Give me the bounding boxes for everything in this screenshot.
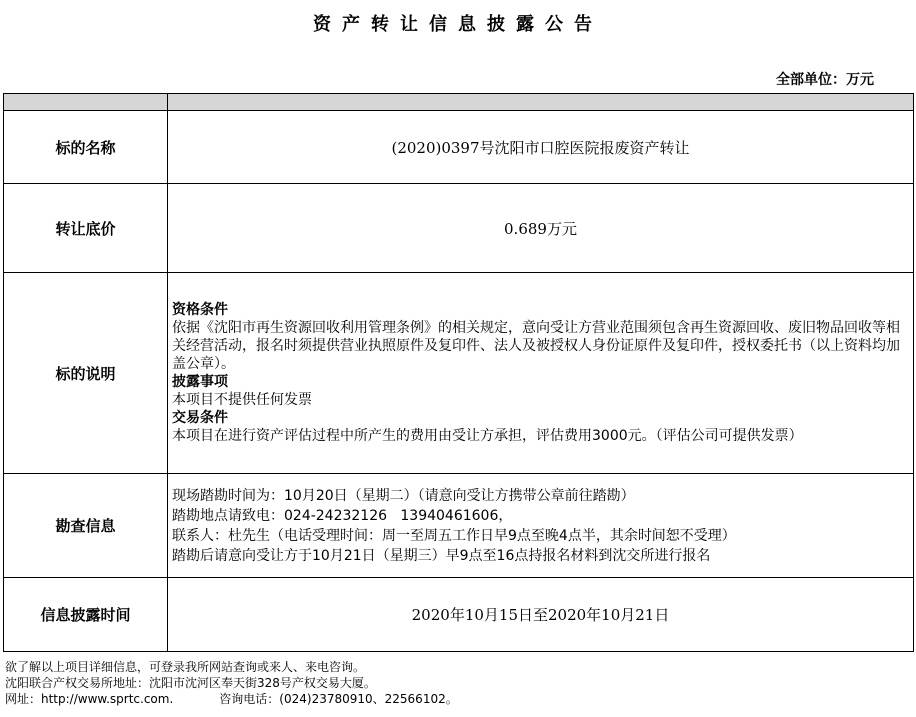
row-survey-label: 勘查信息 <box>4 474 168 578</box>
disclosure-heading: 披露事项 <box>172 373 228 390</box>
footer-line3 <box>5 691 458 707</box>
unit-label: 全部单位：万元 <box>776 72 874 88</box>
survey-contact: 联系人：杜先生（电话受理时间：周一至周五工作日早9点至晚4点半，其余时间恕不受理） <box>172 527 736 544</box>
row-name-value: (2020)0397号沈阳市口腔医院报废资产转让 <box>168 111 914 184</box>
row-period-value: 2020年10月15日至2020年10月21日 <box>168 578 914 652</box>
survey-phone: 踏勘地点请致电：024-24232126 13940461606， <box>172 507 513 524</box>
row-description-value <box>168 273 914 474</box>
survey-time: 现场踏勘时间为：10月20日（星期二）（请意向受让方携带公章前往踏勘） <box>172 487 635 504</box>
info-table <box>3 93 914 652</box>
row-description <box>4 273 914 474</box>
footer-phone: 咨询电话：(024)23780910、22566102。 <box>219 692 458 706</box>
row-period <box>4 578 914 652</box>
footer-line2: 沈阳联合产权交易所地址：沈阳市沈河区奉天街328号产权交易大厦。 <box>5 676 376 690</box>
row-description-label: 标的说明 <box>4 273 168 474</box>
row-price-label: 转让底价 <box>4 184 168 273</box>
row-price-value: 0.689万元 <box>168 184 914 273</box>
footer-line1: 欲了解以上项目详细信息，可登录我所网站查询或来人、来电咨询。 <box>5 660 366 674</box>
row-survey <box>4 474 914 578</box>
row-price <box>4 184 914 273</box>
row-survey-value <box>168 474 914 578</box>
header-cell-left <box>4 94 168 111</box>
survey-registration: 踏勘后请意向受让方于10月21日（星期三）早9点至16点持报名材料到沈交所进行报名 <box>172 547 711 564</box>
qualification-heading: 资格条件 <box>172 301 228 318</box>
row-period-label: 信息披露时间 <box>4 578 168 652</box>
table-header-row <box>4 94 914 111</box>
row-name-label: 标的名称 <box>4 111 168 184</box>
qualification-text: 依据《沈阳市再生资源回收利用管理条例》的相关规定，意向受让方营业范围须包含再生资源回收、废旧物品回收等相关经营活动，报名时须提供营业执照原件及复印件、法人及被授权人身份证原件及复印件，授权委托书（以上资料均加盖公章）。 <box>172 319 900 372</box>
page-title: 资产转让信息披露公告 <box>313 14 603 35</box>
footer-website[interactable]: 网址：http://www.sprtc.com. <box>5 692 174 706</box>
trade-text: 本项目在进行资产评估过程中所产生的费用由受让方承担，评估费用3000元。（评估公司可提供发票） <box>172 427 803 444</box>
disclosure-text: 本项目不提供任何发票 <box>172 391 312 408</box>
footer <box>5 659 458 707</box>
trade-heading: 交易条件 <box>172 409 228 426</box>
row-name <box>4 111 914 184</box>
header-cell-right <box>168 94 914 111</box>
